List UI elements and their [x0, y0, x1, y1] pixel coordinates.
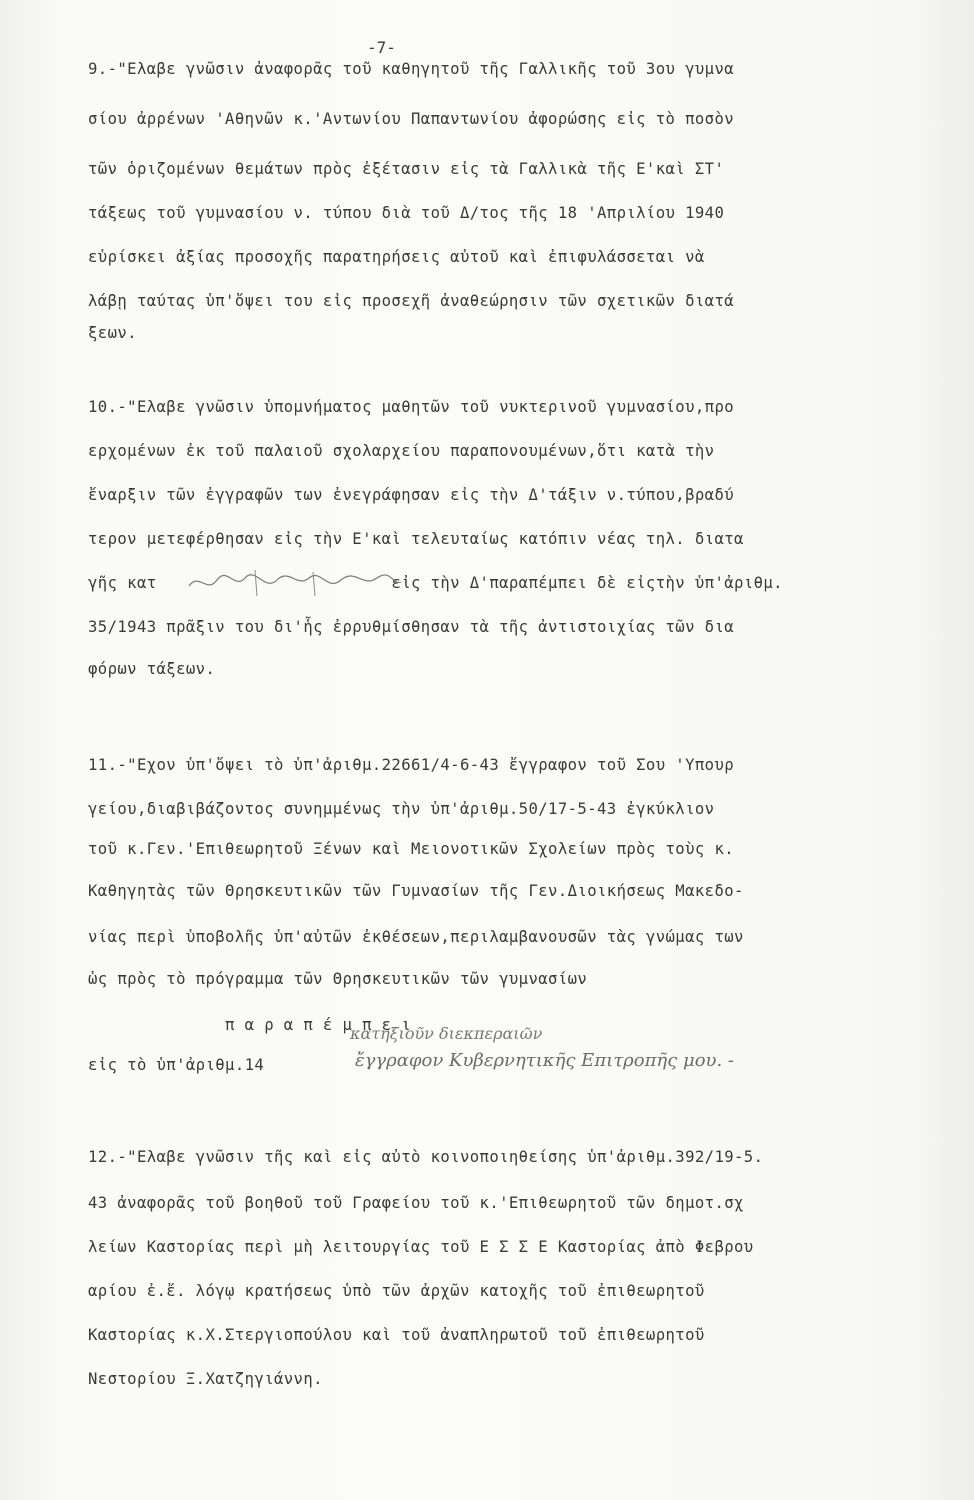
text-line: Νεστορίου Ξ.Χατζηγιάννη.: [88, 1370, 323, 1388]
text-line: ξεων.: [88, 324, 137, 342]
text-line: ὡς πρὸς τὸ πρόγραμμα τῶν Θρησκευτικῶν τῶν γυμνασίων: [88, 970, 588, 988]
text-line: τῶν ὁριζομένων θεμάτων πρὸς ἐξέτασιν εἰς τὰ Γαλλικὰ τῆς Ε'καὶ ΣΤ': [88, 160, 725, 178]
text-line: λείων Καστορίας περὶ μὴ λειτουργίας τοῦ Ε Σ Σ Ε Καστορίας ἀπὸ Φεβρου: [88, 1238, 754, 1256]
text-line: γῆς κατ εἰς τὴν Δ'παραπέμπει δὲ εἰςτὴν ὑπ'ἀριθμ.: [88, 574, 783, 592]
text-line: φόρων τάξεων.: [88, 660, 216, 678]
text-line: αρίου ἐ.ἔ. λόγῳ κρατήσεως ὑπὸ τῶν ἀρχῶν κατοχῆς τοῦ ἐπιθεωρητοῦ: [88, 1282, 705, 1300]
text-line: τάξεως τοῦ γυμνασίου ν. τύπου διὰ τοῦ Δ/τος τῆς 18 'Απριλίου 1940: [88, 204, 725, 222]
page-number: -7-: [367, 38, 396, 57]
handwritten-insert-above: κατηξιοῦν διεκπεραιῶν: [350, 1024, 543, 1043]
text-line-centered: π α ρ α π έ μ π ε ι: [88, 1016, 412, 1034]
text-line: 10.-"Ελαβε γνῶσιν ὑπομνήματος μαθητῶν τοῦ νυκτερινοῦ γυμνασίου,προ: [88, 398, 735, 416]
text-line: 12.-"Ελαβε γνῶσιν τῆς καὶ εἰς αὐτὸ κοινοποιηθείσης ὑπ'ἀριθμ.392/19-5.: [88, 1148, 764, 1166]
text-line: τερον μετεφέρθησαν εἰς τὴν Ε'καὶ τελευταίως κατόπιν νέας τηλ. διατα: [88, 530, 744, 548]
text-line: 35/1943 πρᾶξιν του δι'ἧς ἐρρυθμίσθησαν τὰ τῆς ἀντιστοιχίας τῶν δια: [88, 618, 735, 636]
handwritten-insert: ἔγγραφον Κυβερνητικῆς Επιτροπῆς μου. -: [355, 1050, 735, 1071]
text-line: 43 ἀναφορᾶς τοῦ βοηθοῦ τοῦ Γραφείου τοῦ κ.'Επιθεωρητοῦ τῶν δημοτ.σχ: [88, 1194, 744, 1212]
text-line: ερχομένων ἐκ τοῦ παλαιοῦ σχολαρχείου παραπονουμένων,ὅτι κατὰ τὴν: [88, 442, 715, 460]
text-line: εὑρίσκει ἀξίας προσοχῆς παρατηρήσεις αὐτοῦ καὶ ἐπιφυλάσσεται νὰ: [88, 248, 705, 266]
text-line: Καστορίας κ.Χ.Στεργιοπούλου καὶ τοῦ ἀναπληρωτοῦ τοῦ ἐπιθεωρητοῦ: [88, 1326, 705, 1344]
text-line: 9.-"Ελαβε γνῶσιν ἀναφορᾶς τοῦ καθηγητοῦ τῆς Γαλλικῆς τοῦ 3ου γυμνα: [88, 60, 735, 78]
text-line: σίου ἀρρένων 'Αθηνῶν κ.'Αντωνίου Παπαντωνίου ἀφορώσης εἰς τὸ ποσὸν: [88, 110, 735, 128]
text-line: λάβῃ ταύτας ὑπ'ὄψει του εἰς προσεχῆ ἀναθεώρησιν τῶν σχετικῶν διατά: [88, 292, 735, 310]
text-line: Καθηγητὰς τῶν Θρησκευτικῶν τῶν Γυμνασίων τῆς Γεν.Διοικήσεως Μακεδο-: [88, 882, 744, 900]
text-line: ἔναρξιν τῶν ἐγγραφῶν των ἐνεγράφησαν εἰς τὴν Δ'τάξιν ν.τύπου,βραδύ: [88, 486, 735, 504]
text-line: τοῦ κ.Γεν.'Επιθεωρητοῦ Ξένων καὶ Μειονοτικῶν Σχολείων πρὸς τοὺς κ.: [88, 840, 735, 858]
text-line: 11.-"Εχον ὑπ'ὄψει τὸ ὑπ'ἀριθμ.22661/4-6-43 ἔγγραφον τοῦ Σου 'Υπουρ: [88, 756, 735, 774]
text-line: εἰς τὸ ὑπ'ἀριθμ.14: [88, 1056, 265, 1074]
text-line: νίας περὶ ὑποβολῆς ὑπ'αὐτῶν ἐκθέσεων,περιλαμβανουσῶν τὰς γνώμας των: [88, 928, 744, 946]
text-line: γείου,διαβιβάζοντος συνημμένως τὴν ὑπ'ἀριθμ.50/17-5-43 ἐγκύκλιον: [88, 800, 715, 818]
